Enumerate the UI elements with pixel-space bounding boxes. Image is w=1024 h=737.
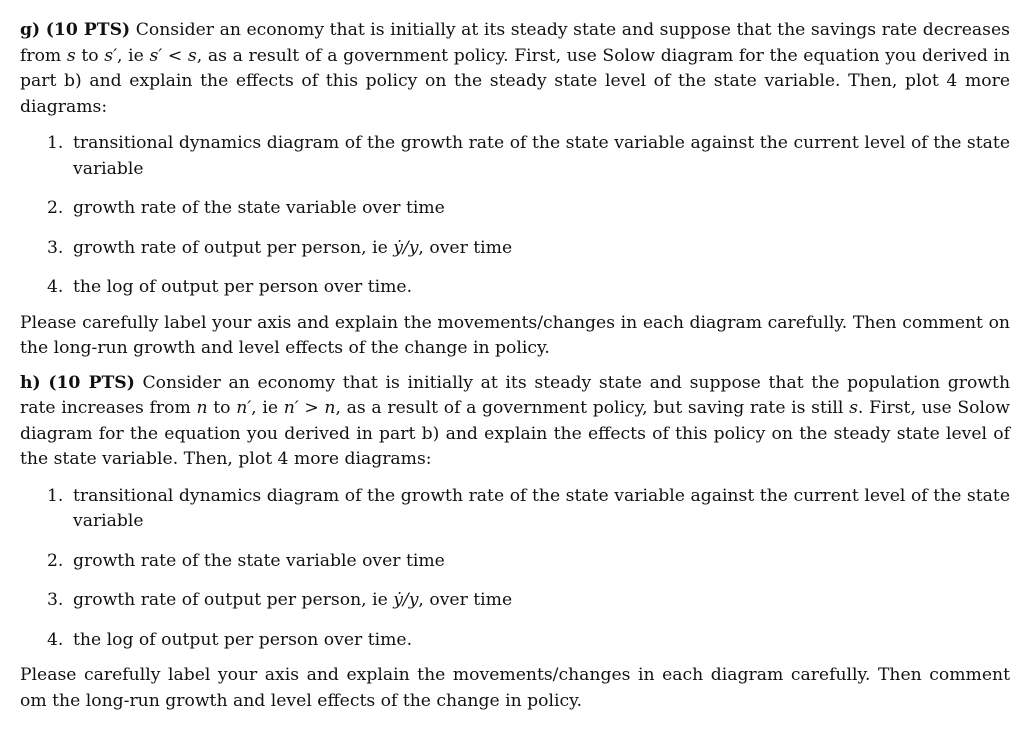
list-item xyxy=(20,588,1010,614)
list-number: 4. xyxy=(47,629,64,650)
list-number: 4. xyxy=(47,277,64,297)
question-g-list xyxy=(20,131,1010,301)
list-number: 1. xyxy=(47,133,64,153)
math-s-prime-less-s: s′ < s xyxy=(149,45,197,66)
math-n-prime-greater-n: n′ > n xyxy=(283,398,336,418)
question-g-text-4: , as a result of a government policy. First, use Solow diagram for the equation you derived in part b) and explain the effects of this policy on the steady state level of the state variable. Then, plot 4 more diagrams: xyxy=(20,45,1011,117)
list-number: 2. xyxy=(47,550,64,571)
question-g-text-2: to xyxy=(75,45,105,66)
list-item xyxy=(20,275,1010,301)
math-s: s xyxy=(849,398,858,418)
list-item-text: growth rate of the state variable over time xyxy=(73,550,445,571)
list-item-text: the log of output per person over time. xyxy=(73,629,413,650)
list-item xyxy=(20,628,1010,654)
list-item-text: growth rate of output per person, ie xyxy=(73,237,394,258)
question-h-list xyxy=(20,484,1010,654)
question-h-points: (10 PTS) xyxy=(48,372,135,393)
question-g-text-3: , ie xyxy=(117,45,150,66)
math-ydot-over-y: ẏ/y xyxy=(393,590,419,610)
question-h-text-1: Consider an economy that is initially at its steady state and suppose that the population growth rate increases from xyxy=(20,372,1011,418)
list-number: 2. xyxy=(47,198,64,218)
math-s: s xyxy=(66,45,76,66)
math-n-prime: n′ xyxy=(236,398,252,418)
question-h-label: h) xyxy=(20,372,41,393)
list-number: 1. xyxy=(47,485,64,506)
question-h-text-5: . First, use Solow diagram for the equation you derived in part b) and explain the effects of this policy on the steady state level of the state variable. Then, plot 4 more diagrams: xyxy=(20,398,1011,469)
question-g-points: (10 PTS) xyxy=(45,20,131,40)
question-h-closing: Please carefully label your axis and explain the movements/changes in each diagram carefully. Then comment om the long-run growth and level effects of the change in policy. xyxy=(20,665,1010,711)
question-h-text-4: , as a result of a government policy, but saving rate is still xyxy=(335,398,850,418)
list-item-text: the log of output per person over time. xyxy=(73,277,413,297)
list-number: 3. xyxy=(47,590,64,610)
question-g-closing: Please carefully label your axis and explain the movements/changes in each diagram carefully. Then comment on the long-run growth and level effects of the change in policy. xyxy=(20,312,1010,358)
list-item xyxy=(20,484,1010,535)
list-item-text: transitional dynamics diagram of the growth rate of the state variable against the current level of the state variable xyxy=(73,133,1010,179)
list-item xyxy=(20,131,1010,182)
question-g-label: g) xyxy=(20,20,41,40)
list-item xyxy=(20,196,1010,222)
question-g-text-1: Consider an economy that is initially at its steady state and suppose that the savings rate decreases from xyxy=(20,20,1010,66)
list-item-text: transitional dynamics diagram of the growth rate of the state variable against the current level of the state variable xyxy=(73,485,1010,531)
document-body xyxy=(20,18,1010,714)
list-item xyxy=(20,549,1010,575)
question-h-text-3: , ie xyxy=(251,398,284,418)
question-g-intro xyxy=(20,18,1010,120)
question-h-intro xyxy=(20,371,1010,473)
math-s-prime: s′ xyxy=(104,45,118,66)
question-h-text-2: to xyxy=(207,398,237,418)
list-item xyxy=(20,236,1010,262)
math-ydot-over-y: ẏ/y xyxy=(393,237,419,258)
list-item-text: growth rate of the state variable over time xyxy=(73,198,445,218)
list-item-text: , over time xyxy=(418,590,513,610)
list-item-text: growth rate of output per person, ie xyxy=(73,590,394,610)
math-n: n xyxy=(196,398,208,418)
list-item-text: , over time xyxy=(418,237,513,258)
list-number: 3. xyxy=(47,237,64,258)
